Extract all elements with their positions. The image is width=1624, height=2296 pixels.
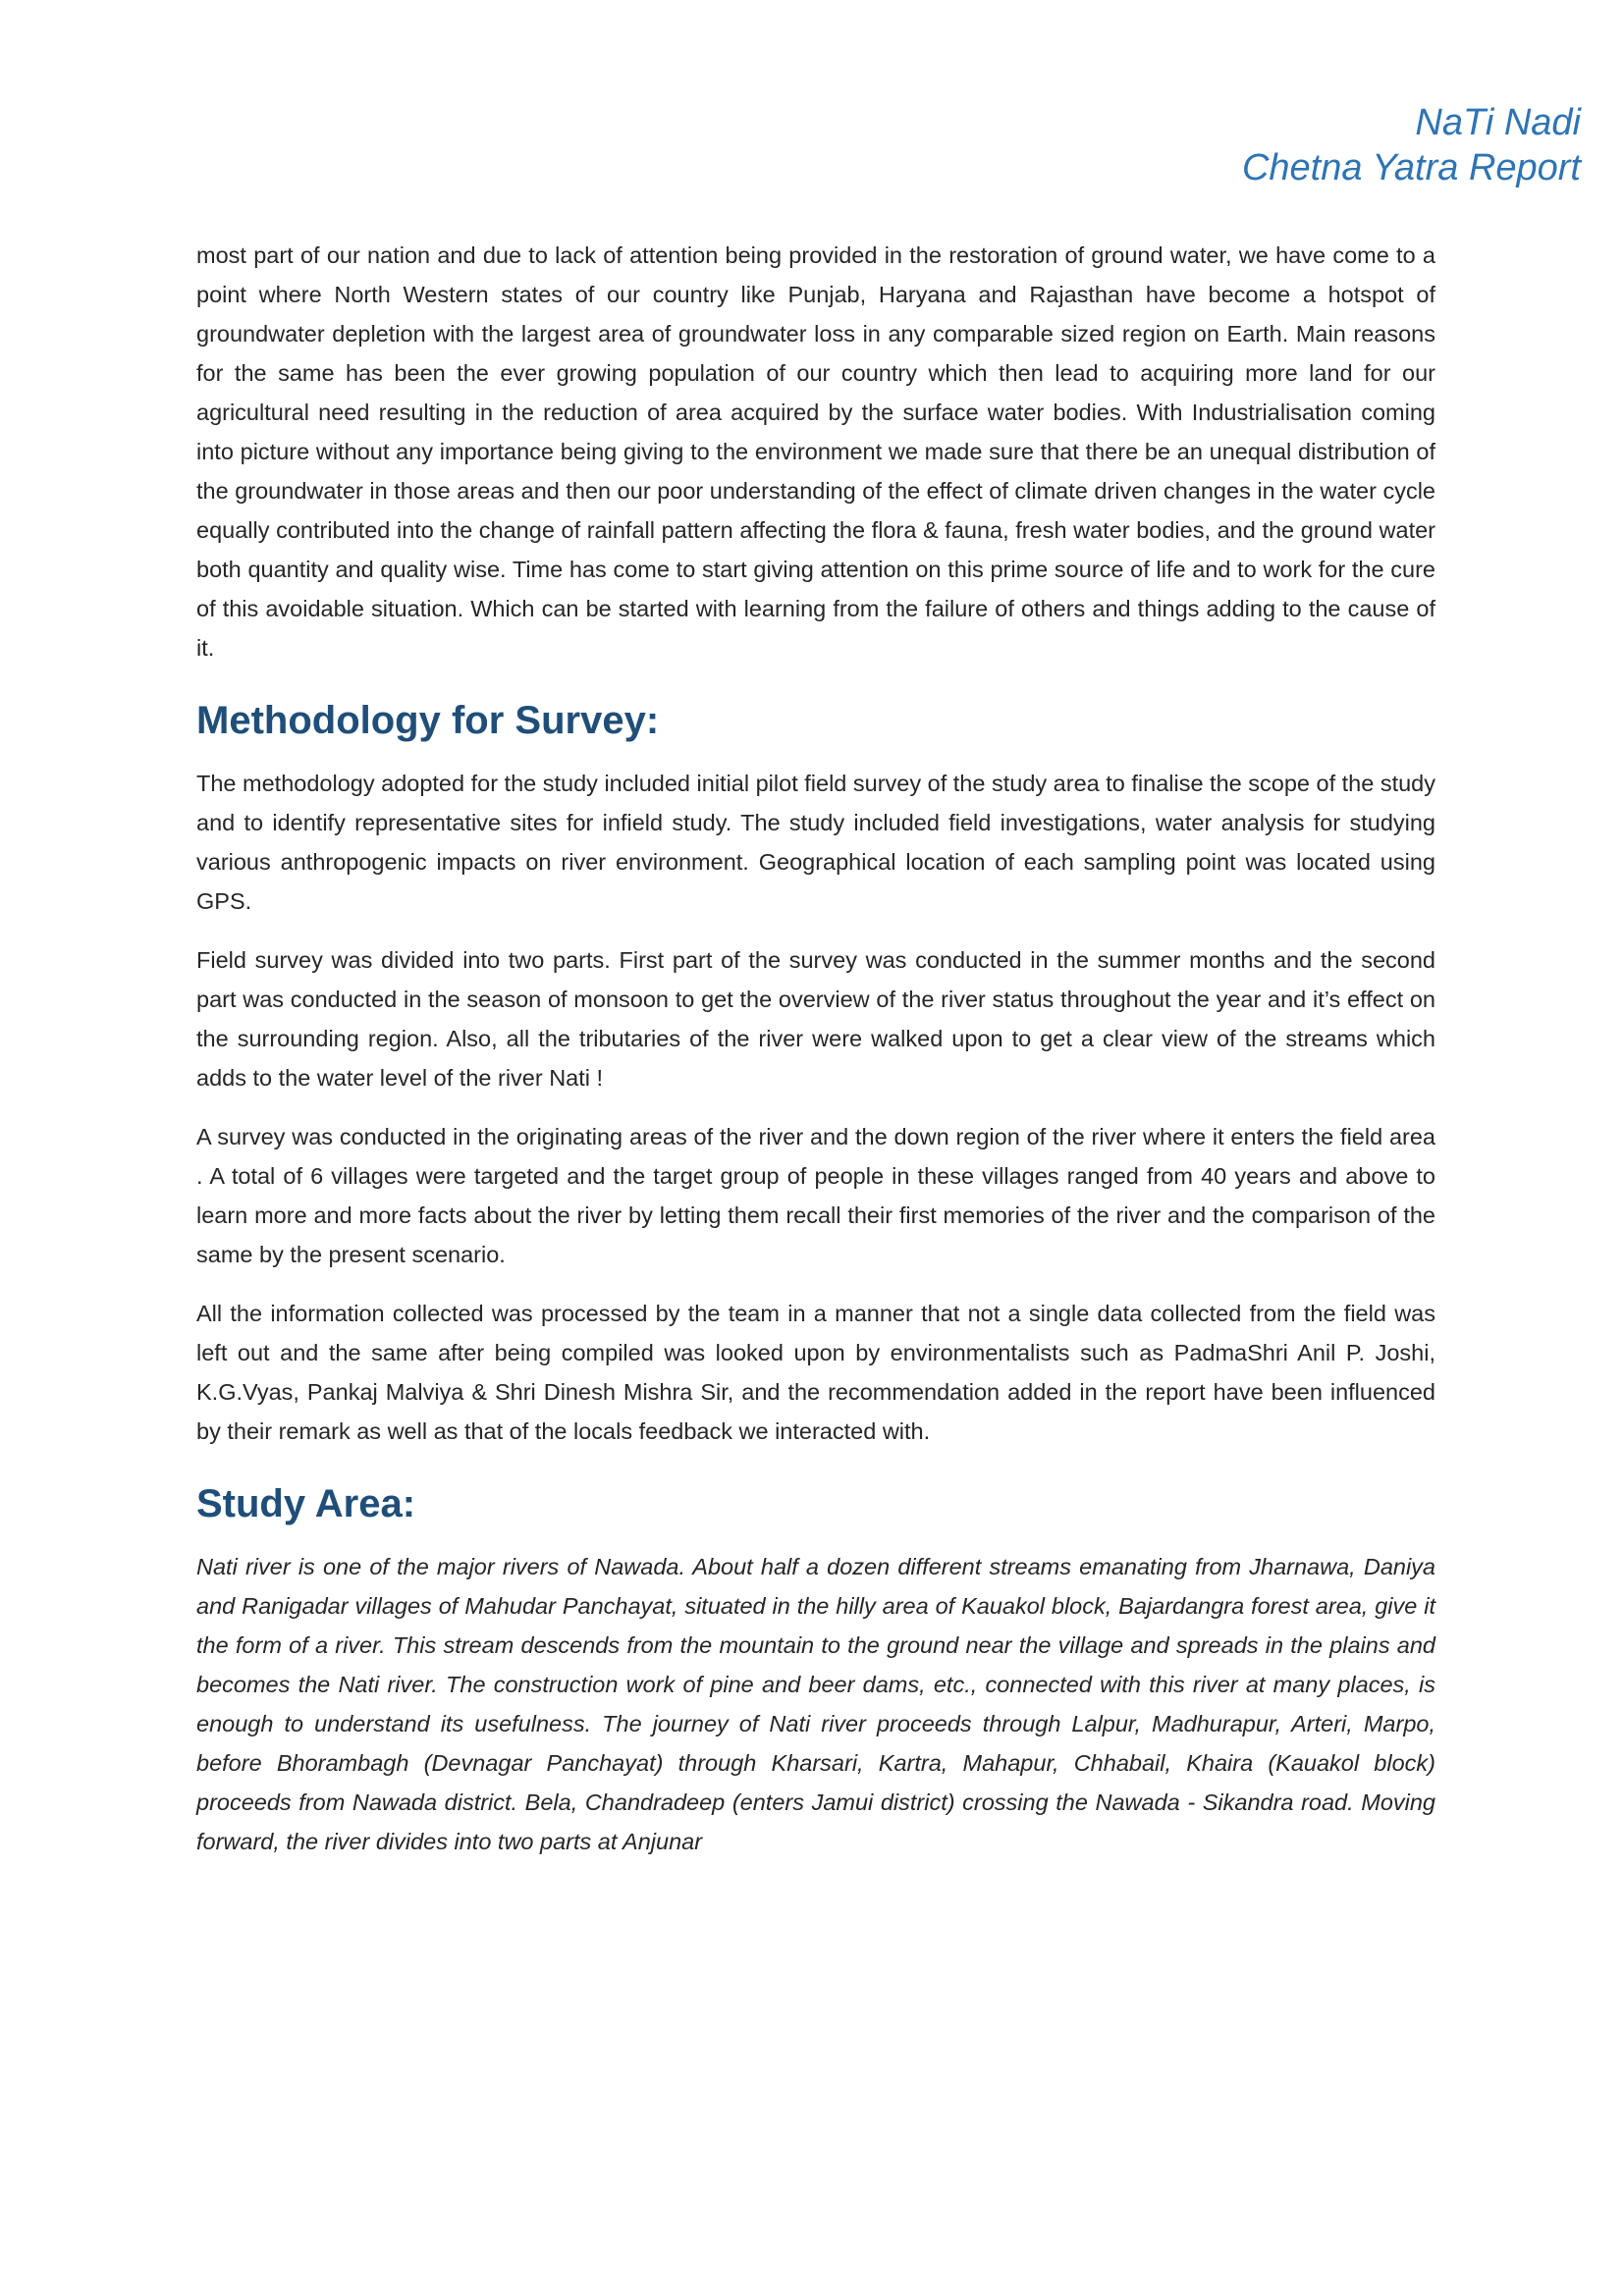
methodology-heading: Methodology for Survey: — [196, 699, 660, 742]
methodology-paragraph: All the information collected was processed by the team in a manner that not a single data collected from the field was left out and the same after being compiled was looked upon by environmentalists such as PadmaShri Anil P. Joshi, K.G.Vyas, Pankaj Malviya & Shri Dinesh Mishra Sir, and the recommendation added in the report have been influenced by their remark as well as that of the locals feedback we interacted with. — [196, 1301, 1435, 1444]
intro-paragraph: most part of our nation and due to lack of attention being provided in the restoration of ground water, we have come to a point where North Western states of our country like Punjab, Haryana and Rajasthan have become a hotspot of groundwater depletion with the largest area of groundwater loss in any comparable sized region on Earth. Main reasons for the same has been the ever growing population of our country which then lead to acquiring more land for our agricultural need resulting in the reduction of area acquired by the surface water bodies. With Industrialisation coming into picture without any importance being giving to the environment we made sure that there be an unequal distribution of the groundwater in those areas and then our poor understanding of the effect of climate driven changes in the water cycle equally contributed into the change of rainfall pattern affecting the flora & fauna, fresh water bodies, and the ground water both quantity and quality wise. Time has come to start giving attention on this prime source of life and to work for the cure of this avoidable situation. Which can be started with learning from the failure of others and things adding to the cause of it. — [196, 242, 1435, 661]
header-subtitle: Chetna Yatra Report — [1241, 147, 1581, 188]
methodology-paragraph: A survey was conducted in the originating areas of the river and the down region of the river where it enters the field area . A total of 6 villages were targeted and the target group of people in these villages ranged from 40 years and above to learn more and more facts about the river by letting them recall their first memories of the river and the comparison of the same by the present scenario. — [196, 1124, 1435, 1267]
header-title: NaTi Nadi — [1415, 102, 1581, 143]
study-area-paragraph: Nati river is one of the major rivers of Nawada. About half a dozen different streams emanating from Jharnawa, Daniya and Ranigadar villages of Mahudar Panchayat, situated in the hilly area of Kauakol block, Bajardangra forest area, give it the form of a river. This stream descends from the mountain to the ground near the village and spreads in the plains and becomes the Nati river. The construction work of pine and beer dams, etc., connected with this river at many places, is enough to understand its usefulness. The journey of Nati river proceeds through Lalpur, Madhurapur, Arteri, Marpo, before Bhorambagh (Devnagar Panchayat) through Kharsari, Kartra, Mahapur, Chhabail, Khaira (Kauakol block) proceeds from Nawada district. Bela, Chandradeep (enters Jamui district) crossing the Nawada - Sikandra road. Moving forward, the river divides into two parts at Anjunar — [196, 1554, 1435, 1854]
methodology-paragraph: Field survey was divided into two parts. First part of the survey was conducted in the summer months and the second part was conducted in the season of monsoon to get the overview of the river status throughout the year and it’s effect on the surrounding region. Also, all the tributaries of the river were walked upon to get a clear view of the streams which adds to the water level of the river Nati ! — [196, 947, 1435, 1091]
methodology-paragraph: The methodology adopted for the study included initial pilot field survey of the study area to finalise the scope of the study and to identify representative sites for infield study. The study included field investigations, water analysis for studying various anthropogenic impacts on river environment. Geographical location of each sampling point was located using GPS. — [196, 771, 1435, 914]
page-body — [196, 236, 1435, 1881]
study-area-heading: Study Area: — [196, 1482, 416, 1525]
running-header — [1242, 100, 1581, 190]
